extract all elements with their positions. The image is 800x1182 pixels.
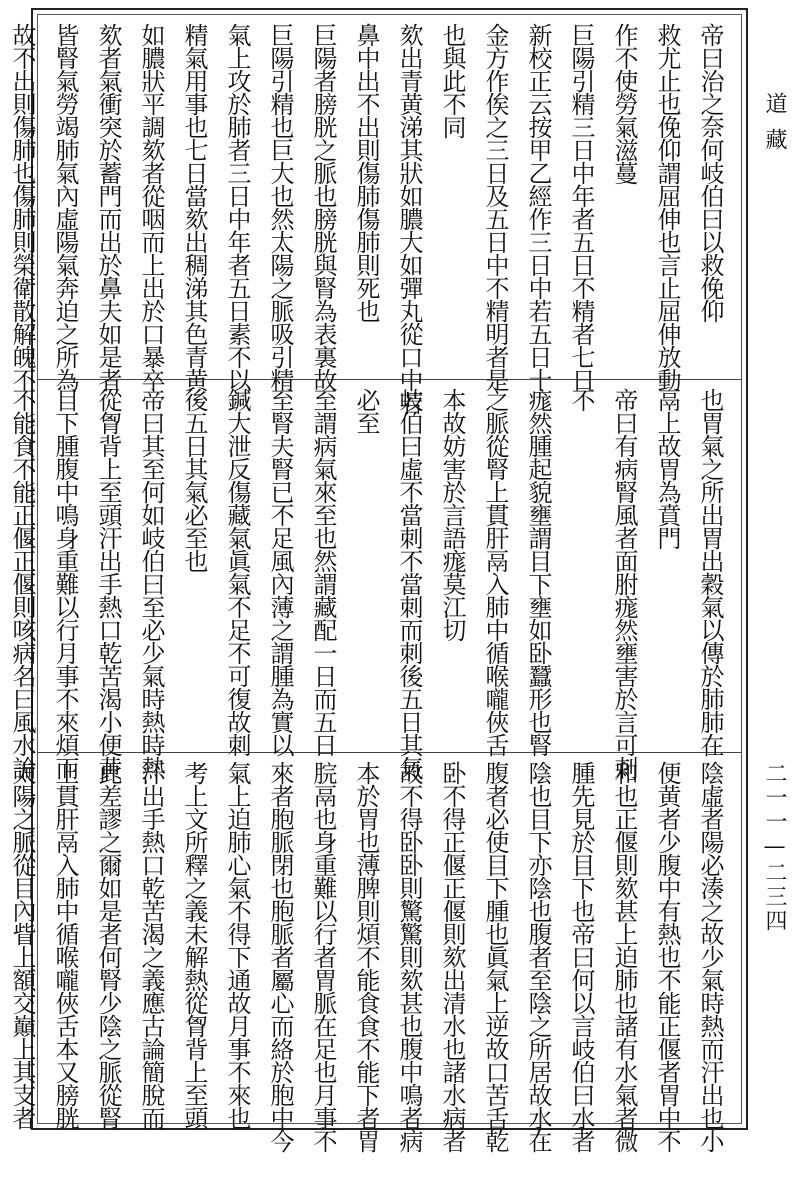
text-column: 之脈從腎上貫肝鬲入肺中循喉嚨俠舌: [481, 388, 509, 756]
text-column: 精氣用事也七日當欬出稠涕其色青黄: [180, 23, 208, 391]
text-column: 腹者必使目下腫也眞氣上逆故口苦舌乾: [481, 761, 509, 1152]
text-column: 鼻中出不出則傷肺傷肺則死也: [352, 23, 380, 322]
column-group: [8, 761, 731, 1152]
text-column: 如膿狀平調欬者從咽而上出於口暴卒: [137, 23, 165, 391]
text-column: 氣上攻於肺者三日中年者五日素不以: [223, 23, 251, 391]
text-column: 不: [567, 388, 595, 411]
text-column: 便黄者少腹中有熱也不能正偃者胃中不: [653, 761, 681, 1152]
text-column: 帝曰其至何如岐伯曰至必少氣時熱時熱: [137, 388, 165, 779]
text-column: 也與此不同: [438, 23, 466, 138]
text-column: 目下腫腹中鳴身重難以行月事不來煩而: [51, 388, 79, 779]
text-column: 氣上迫肺心氣不得下通故月事不來也: [223, 761, 251, 1129]
text-column: 岐伯曰虛不當刺不當刺而刺後五日其氣: [395, 388, 423, 779]
text-column: 鍼大泄反傷藏氣眞氣不足不可復故刺: [223, 388, 251, 756]
text-column: 卧不得正偃正偃則欬出清水也諸水病者: [438, 761, 466, 1152]
text-column: 也胃氣之所出胃出穀氣以傳於肺肺在: [696, 388, 724, 756]
page-number: 二一一—二三四: [762, 762, 787, 933]
text-column: 故不出則傷肺也傷肺則榮衛散解魄不: [8, 23, 36, 391]
text-column: 後五日其氣必至也: [180, 388, 208, 572]
collection-title: 道藏: [762, 92, 787, 164]
text-column: 本故妨害於言語痝莫江切: [438, 388, 466, 641]
text-column: 作不使勞氣滋蔓: [610, 23, 638, 184]
text-column: 汗出手熱口乾苦渴之義應古論簡脫而: [137, 761, 165, 1129]
text-column: 至腎夫腎已不足風內薄之謂腫為實以: [266, 388, 294, 756]
text-column: 皆腎氣勞竭肺氣內虛陽氣奔迫之所為: [51, 23, 79, 391]
text-column: 太陽之脈從目內眥上額交巔上其支者: [8, 761, 36, 1129]
text-column: 來者胞脈閉也胞脈者屬心而絡於胞中今: [266, 761, 294, 1152]
text-column: 救尤止也俛仰謂屈伸也言止屈伸放動: [653, 23, 681, 391]
text-column: 不能食不能正偃正偃則咳病名曰風水論: [8, 388, 36, 779]
text-column: 此差謬之爾如是者何腎少陰之脈從腎: [94, 761, 122, 1129]
text-column: 脘鬲也身重難以行者胃脈在足也月事不: [309, 761, 337, 1152]
text-column: 和也正偃則欬甚上迫肺也諸有水氣者微: [610, 761, 638, 1152]
text-column: 上貫肝鬲入肺中循喉嚨俠舌本又膀胱: [51, 761, 79, 1129]
page-frame: [8, 8, 748, 1152]
text-column: 巨陽引精也巨大也然太陽之脈吸引精: [266, 23, 294, 391]
text-column: 金方作俟之三日及五日中不精明者是: [481, 23, 509, 391]
text-column: 從胷背上至頭汗出手熱口乾苦渴小便黄: [94, 388, 122, 779]
text-column: 腫先見於目下也帝曰何以言岐伯曰水者: [567, 761, 595, 1152]
text-column: 欬者氣衝突於蓄門而出於鼻夫如是者: [94, 23, 122, 391]
text-column: 巨陽引精三日中年者五日不精者七日: [567, 23, 595, 391]
text-column: 本於胃也薄脾則煩不能食食不能下者胃: [352, 761, 380, 1152]
text-column: 鬲上故胃為賁門: [653, 388, 681, 549]
page-inner-border: [8, 14, 742, 1152]
text-column: 陰虛者陽必湊之故少氣時熱而汗出也小: [696, 761, 724, 1152]
column-group: [8, 388, 731, 779]
text-panel-bottom: [8, 753, 741, 1152]
text-column: 帝曰治之奈何岐伯曰以救俛仰: [696, 23, 724, 322]
text-panel-middle: [8, 380, 741, 779]
text-column: 巨陽者膀胱之脈也膀胱與腎為表裏故: [309, 23, 337, 391]
text-column: 至謂病氣來至也然謂藏配一日而五日: [309, 388, 337, 756]
text-column: 新校正云按甲乙經作三日中若五日十: [524, 23, 552, 391]
text-column: 欬出青黄涕其狀如膿大如彈丸從口中若: [395, 23, 423, 414]
text-column: 必至: [352, 388, 380, 434]
text-column: 痝然腫起貌壅謂目下壅如卧蠶形也腎: [524, 388, 552, 756]
text-column: 帝曰有病腎風者面胕痝然壅害於言可刺: [610, 388, 638, 779]
text-column: 陰也目下亦陰也腹者至陰之所居故水在: [524, 761, 552, 1152]
text-column: 考上文所釋之義未解熱從胷背上至頭: [180, 761, 208, 1129]
text-column: 故不得卧卧則驚驚則欬甚也腹中鳴者病: [395, 761, 423, 1152]
